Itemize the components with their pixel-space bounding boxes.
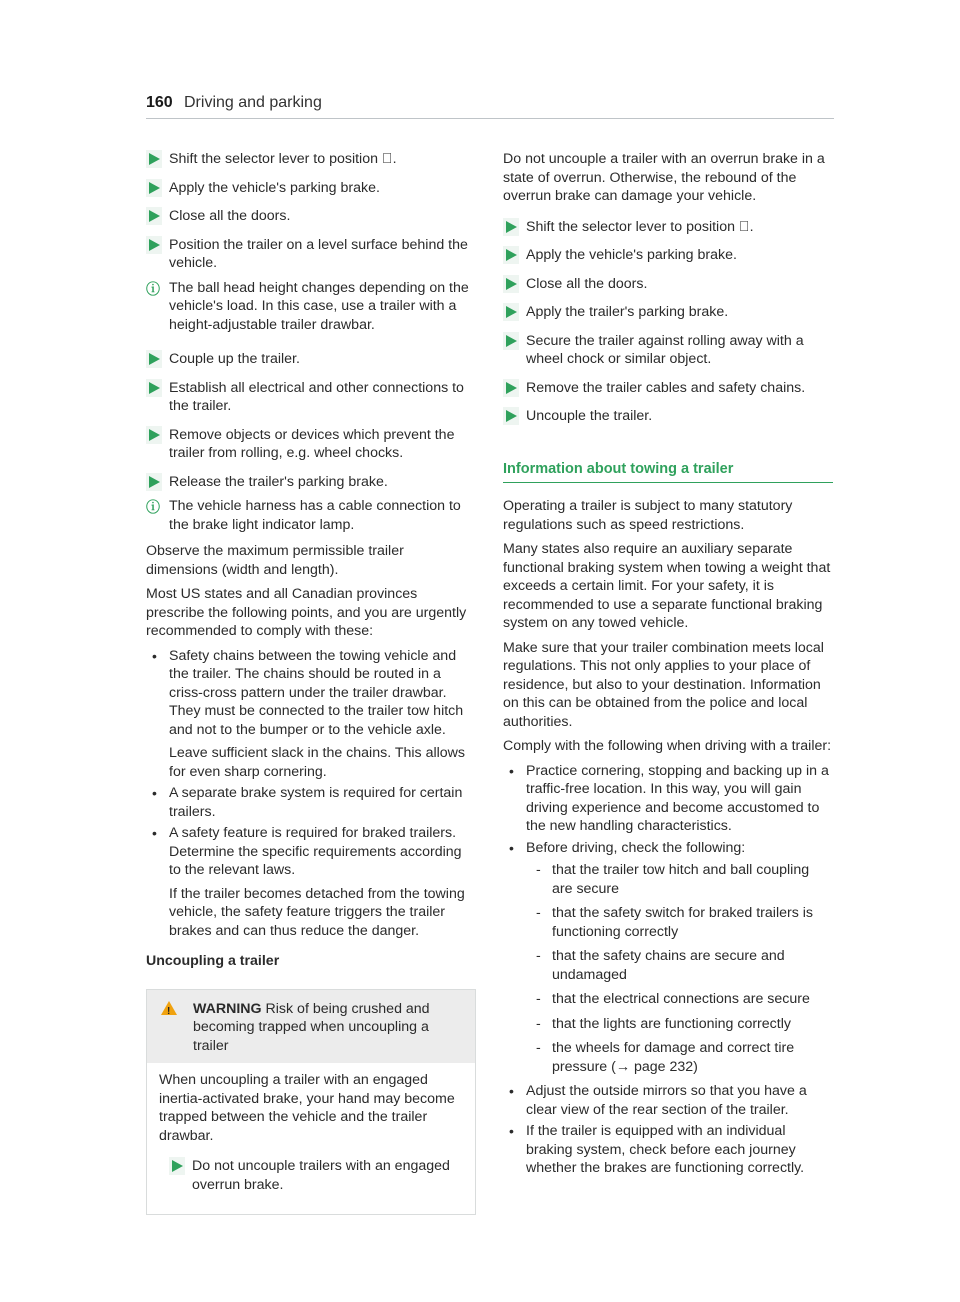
list-item: • Practice cornering, stopping and backing up in a traffic-free location. In this way, you will gain driving experience and become accustomed to the new handling characteristics. bbox=[509, 762, 829, 834]
arrow-icon bbox=[503, 332, 519, 350]
arrow-icon bbox=[146, 350, 162, 368]
warning-label: WARNING bbox=[193, 1000, 262, 1017]
step: Release the trailer's parking brake. bbox=[146, 473, 476, 492]
page-number: 160 bbox=[146, 94, 173, 111]
paragraph: Comply with the following when driving with a trailer: bbox=[503, 738, 832, 754]
list-item: • Adjust the outside mirrors so that you have a clear view of the rear section of the trailer. bbox=[509, 1083, 807, 1118]
step: Do not uncouple trailers with an engaged overrun brake. bbox=[169, 1157, 463, 1194]
info-icon: ⓘ bbox=[146, 499, 160, 515]
step: Position the trailer on a level surface behind the vehicle. bbox=[146, 236, 476, 273]
arrow-icon bbox=[146, 473, 162, 491]
right-column bbox=[503, 150, 833, 1182]
arrow-icon bbox=[146, 426, 162, 444]
warning-icon: ! bbox=[161, 1001, 177, 1015]
dash-item[interactable]: - the wheels for damage and correct tire pressure (→ page 232) bbox=[536, 1040, 795, 1075]
arrow-icon bbox=[146, 207, 162, 225]
arrow-icon bbox=[503, 379, 519, 397]
dash-item: - that the safety switch for braked trailers is functioning correctly bbox=[536, 905, 814, 940]
info-icon: ⓘ bbox=[146, 280, 160, 297]
arrow-icon bbox=[503, 303, 519, 321]
paragraph: Observe the maximum permissible trailer dimensions (width and length). bbox=[146, 543, 404, 578]
dash-item: - that the lights are functioning correctly bbox=[536, 1015, 791, 1032]
arrow-icon bbox=[503, 407, 519, 425]
arrow-icon bbox=[146, 379, 162, 397]
dash-list bbox=[526, 861, 833, 1076]
left-column bbox=[146, 150, 476, 1215]
warning-header bbox=[147, 990, 475, 1064]
arrow-icon bbox=[169, 1157, 185, 1175]
arrow-icon bbox=[146, 236, 162, 254]
list-item: • Before driving, check the following: - that the trailer tow hitch and ball coupling are secure - that the safety switch for braked trailers is functioning correctly - that the safety chains are secure and undamaged - that the electrical connections are secure - that the lights are functioning correctly - the wheels for damage and correct tire pressure (→ page 232) bbox=[503, 839, 833, 1077]
arrow-icon bbox=[146, 179, 162, 197]
list-item: • A safety feature is required for braked trailers. Determine the specific requirements according to the relevant laws. If the trailer becomes detached from the towing vehicle, the safety feature triggers the trailer brakes and can thus reduce the danger. bbox=[152, 825, 465, 939]
step: Uncouple the trailer. bbox=[503, 407, 833, 426]
note: ⓘ The ball head height changes depending on the vehicle's load. In this case, use a trailer with a height-adjustable trailer drawbar. bbox=[146, 279, 469, 333]
paragraph: Make sure that your trailer combination meets local regulations. This not only applies to your place of residence, but also to your destination. Information on this can be obtained from the police and local authorities. bbox=[503, 639, 824, 730]
step: Close all the doors. bbox=[146, 207, 476, 226]
bullet-list bbox=[146, 647, 476, 941]
arrow-icon bbox=[503, 246, 519, 264]
step: Establish all electrical and other connections to the trailer. bbox=[146, 379, 476, 416]
paragraph: Most US states and all Canadian provinces prescribe the following points, and you are urgently recommended to comply with these: bbox=[146, 586, 467, 639]
warning-text: When uncoupling a trailer with an engaged inertia-activated brake, your hand may become trapped between the vehicle and the trailer drawbar. bbox=[159, 1072, 455, 1144]
list-item: • A separate brake system is required for certain trailers. bbox=[152, 785, 463, 820]
step: Couple up the trailer. bbox=[146, 350, 476, 369]
list-item: • Safety chains between the towing vehicle and the trailer. The chains should be routed in a criss-cross pattern under the trailer drawbar. They must be connected to the trailer tow hitch and not to the bumper or to the vehicle axle. Leave sufficient slack in the chains. This allows for even sharp cornering. bbox=[152, 647, 465, 780]
dash-item: - that the safety chains are secure and undamaged bbox=[536, 948, 785, 983]
warning-title: Risk of being crushed and becoming trapped when uncoupling a trailer bbox=[193, 1000, 430, 1054]
dash-item: - that the trailer tow hitch and ball coupling are secure bbox=[536, 862, 810, 897]
list-item: • If the trailer is equipped with an individual braking system, check before each journey whether the brakes are functioning correctly. bbox=[509, 1123, 805, 1176]
page-header bbox=[146, 94, 834, 119]
section-heading: Information about towing a trailer bbox=[503, 460, 833, 484]
step: Shift the selector lever to position . bbox=[146, 150, 476, 169]
step: Secure the trailer against rolling away with a wheel chock or similar object. bbox=[503, 332, 833, 369]
page-link[interactable]: the wheels for damage and correct tire pressure (→ page 232) bbox=[552, 1040, 795, 1075]
step: Apply the vehicle's parking brake. bbox=[146, 179, 476, 198]
paragraph: Operating a trailer is subject to many statutory regulations such as speed restrictions. bbox=[503, 498, 793, 533]
step: Remove objects or devices which prevent the trailer from rolling, e.g. wheel chocks. bbox=[146, 426, 476, 463]
bullet-list bbox=[503, 762, 833, 1178]
paragraph: Many states also require an auxiliary separate functional braking system when towing a weight that exceeds a certain limit. For your safety, it is recommended to use a separate functional braking system on any towed vehicle. bbox=[503, 541, 831, 631]
chapter-title: Driving and parking bbox=[184, 94, 322, 111]
step: Close all the doors. bbox=[503, 275, 833, 294]
arrow-icon bbox=[503, 275, 519, 293]
arrow-icon bbox=[146, 150, 162, 168]
subheading: Uncoupling a trailer bbox=[146, 953, 280, 969]
step: Apply the trailer's parking brake. bbox=[503, 303, 833, 322]
warning-box bbox=[146, 989, 476, 1216]
step: Apply the vehicle's parking brake. bbox=[503, 246, 833, 265]
paragraph: Do not uncouple a trailer with an overrun brake in a state of overrun. Otherwise, the rebound of the overrun brake can damage your vehicle. bbox=[503, 151, 825, 204]
arrow-icon bbox=[503, 218, 519, 236]
step: Shift the selector lever to position . bbox=[503, 218, 833, 237]
step: Remove the trailer cables and safety chains. bbox=[503, 379, 833, 398]
note: ⓘ The vehicle harness has a cable connection to the brake light indicator lamp. bbox=[146, 498, 461, 533]
dash-item: - that the electrical connections are secure bbox=[536, 991, 810, 1007]
